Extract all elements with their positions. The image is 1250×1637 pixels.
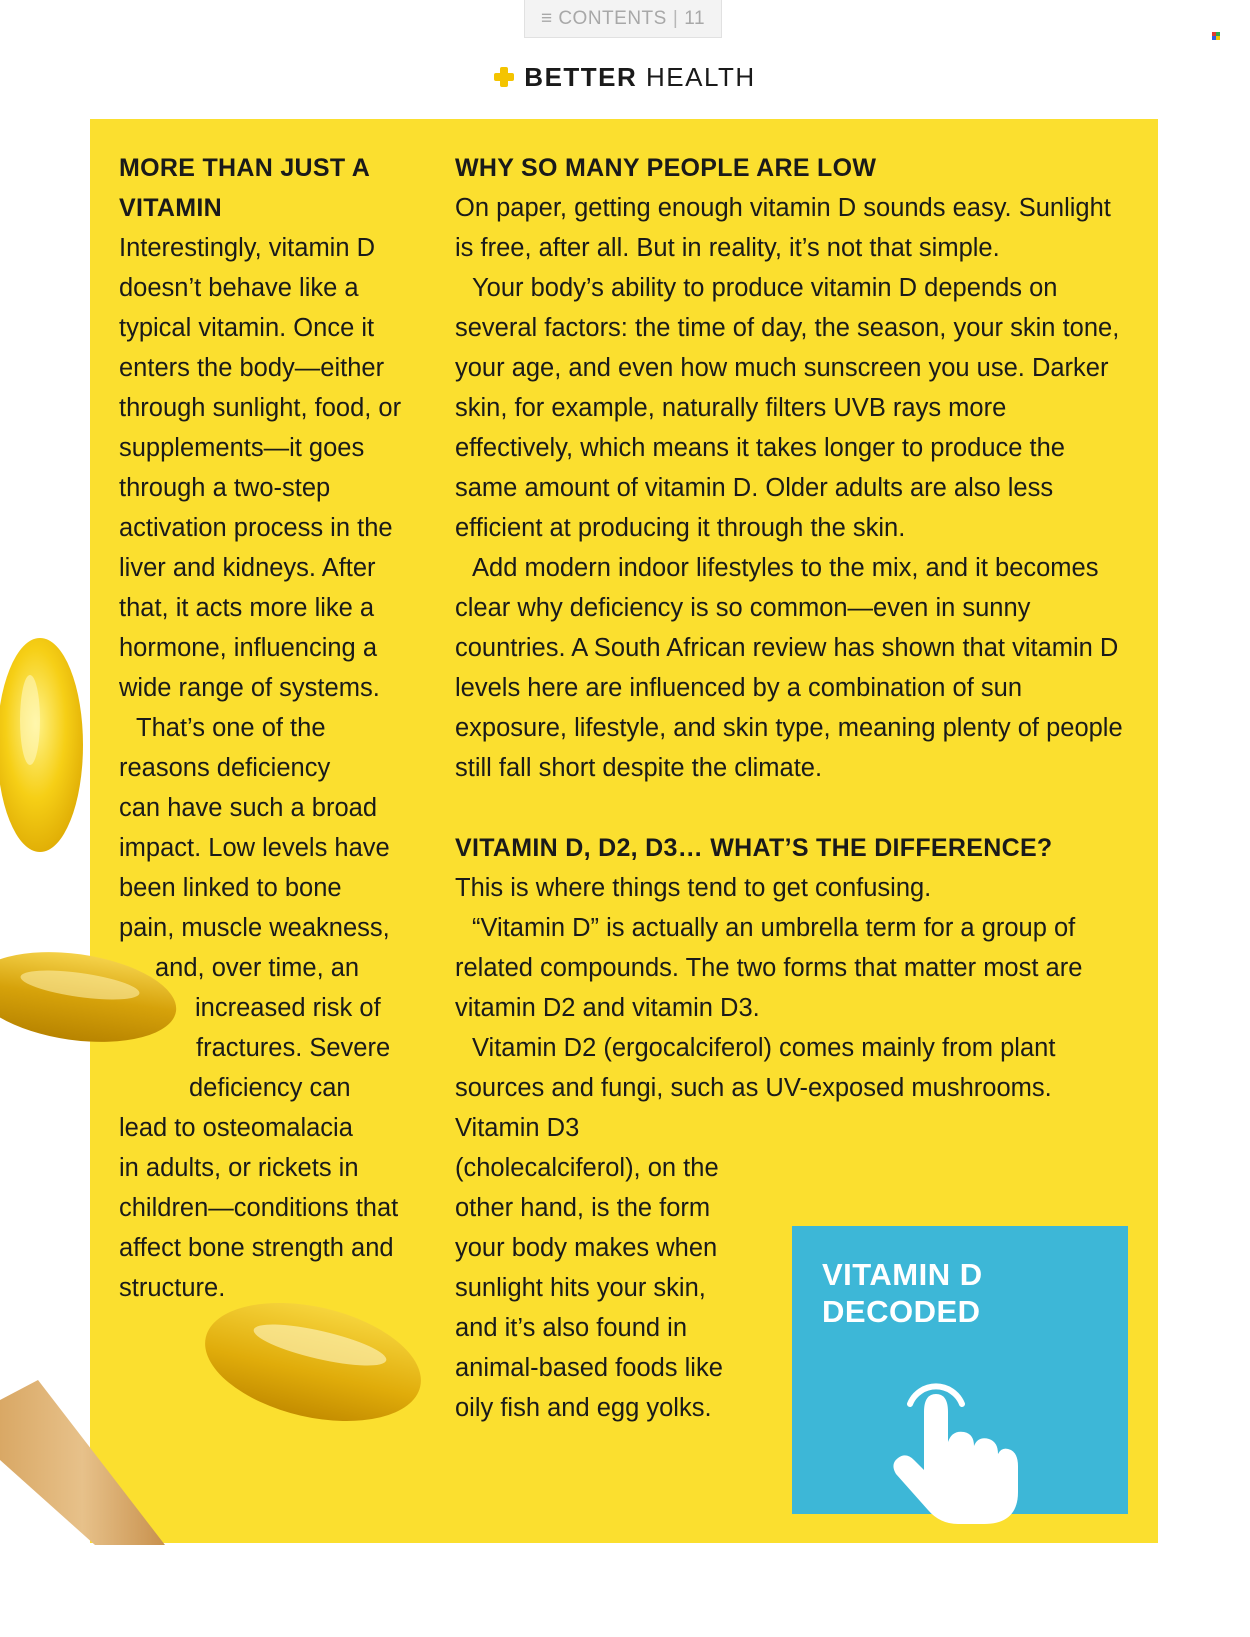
contents-nav-button[interactable]: [524, 0, 722, 38]
corner-registration-mark: [1212, 32, 1220, 40]
capsule-image-3: [200, 1290, 430, 1430]
text-line: can have such a broad: [119, 794, 378, 822]
text-line: increased risk of: [195, 994, 381, 1022]
text-line: in adults, or rickets in: [119, 1154, 359, 1182]
text-line: lead to osteomalacia: [119, 1114, 353, 1142]
vitamin-d-decoded-callout[interactable]: [792, 1226, 1128, 1514]
text-line: fractures. Severe: [196, 1034, 391, 1062]
text-line: deficiency can: [189, 1074, 351, 1102]
nav-separator: |: [672, 7, 679, 29]
text-line: impact. Low levels have: [119, 834, 390, 862]
column-left: [119, 148, 429, 1308]
text-line: affect bone strength and: [119, 1234, 394, 1262]
text-line: children—conditions that: [119, 1194, 399, 1222]
paragraph-d2-sources: Vitamin D2 (ergocalciferol) comes mainly from plant sources and fungi, such as UV-exposed mushrooms. Vitamin D3: [455, 1034, 1056, 1142]
paragraph-indoor-lifestyles: Add modern indoor lifestyles to the mix, and it becomes clear why deficiency is so common—even in sunny countries. A South African review has shown that vitamin D levels here are influenced by a combination of sun exposure, lifestyle, and skin type, meaning plenty of people still fall short despite the climate.: [455, 554, 1123, 782]
header-bold: BETTER: [524, 62, 638, 92]
wooden-stick-image: [0, 1380, 170, 1545]
text-line: reasons deficiency: [119, 754, 331, 782]
paragraph-on-paper: On paper, getting enough vitamin D sounds easy. Sunlight is free, after all. But in reality, it’s not that simple.: [455, 194, 1111, 262]
paragraph-d3-sources: (cholecalciferol), on the other hand, is the form your body makes when sunlight hits your skin, and it’s also found in animal-based foods like oily fish and egg yolks.: [455, 1154, 723, 1422]
paragraph-confusing: This is where things tend to get confusing.: [455, 874, 932, 902]
heading-why-low: WHY SO MANY PEOPLE ARE LOW: [455, 154, 877, 182]
text-line: That’s one of the: [136, 714, 326, 742]
text-line: pain, muscle weakness,: [119, 914, 390, 942]
heading-more-than-vitamin: MORE THAN JUST A VITAMIN: [119, 154, 370, 222]
paragraph-factors: Your body’s ability to produce vitamin D depends on several factors: the time of day, the season, your skin tone, your age, and even how much sunscreen you use. Darker skin, for example, naturally filters UVB rays more effectively, which means it takes longer to produce the same amount of vitamin D. Older adults are also less efficient at producing it through the skin.: [455, 274, 1120, 542]
contents-label: ≡ CONTENTS: [540, 7, 667, 29]
tap-hand-icon: [892, 1364, 1022, 1524]
text-line: and, over time, an: [155, 954, 360, 982]
section-header: [0, 62, 1250, 93]
plus-cross-icon: [494, 67, 514, 87]
text-line: structure.: [119, 1274, 226, 1302]
heading-d2-d3-difference: VITAMIN D, D2, D3… WHAT’S THE DIFFERENCE?: [455, 834, 1053, 862]
page-number: 11: [684, 7, 706, 29]
paragraph-umbrella-term: “Vitamin D” is actually an umbrella term for a group of related compounds. The two forms that matter most are vitamin D2 and vitamin D3.: [455, 914, 1083, 1022]
callout-title: VITAMIN D DECODED: [822, 1257, 983, 1329]
capsule-image-1: [0, 635, 90, 855]
paragraph-intro: Interestingly, vitamin D doesn’t behave like a typical vitamin. Once it enters the body—either through sunlight, food, or supplements—it goes through a two-step activation process in the liver and kidneys. After that, it acts more like a hormone, influencing a wide range of systems.: [119, 234, 402, 702]
paragraph-deficiency: [119, 708, 429, 1308]
text-line: been linked to bone: [119, 874, 342, 902]
header-light: HEALTH: [646, 62, 756, 92]
